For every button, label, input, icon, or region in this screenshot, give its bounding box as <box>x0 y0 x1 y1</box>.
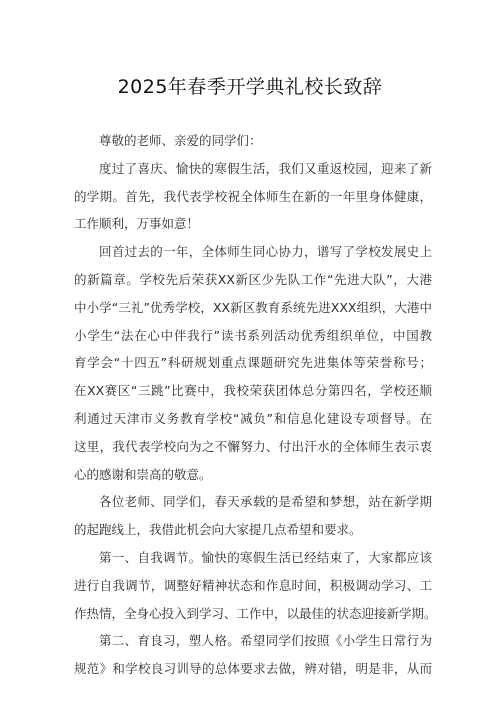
text-line: 小学生“法在心中伴我行”读书系列活动优秀组织单位，中国教 <box>74 327 432 343</box>
text-line: 在XX赛区“三跳”比赛中，我校荣获团体总分第四名，学校还顺 <box>74 383 432 399</box>
text-line: 度过了喜庆、愉快的寒假生活，我们又重返校园，迎来了新 <box>99 160 432 176</box>
paragraph-point-one <box>74 544 437 627</box>
paragraph-point-two <box>74 627 432 683</box>
text-line: 第二、育良习，塑人格。希望同学们按照《小学生日常行为 <box>99 633 432 649</box>
document-body <box>74 127 437 683</box>
text-line: 回首过去的一年，全体师生同心协力，谱写了学校发展史上 <box>99 244 432 260</box>
paragraph-review <box>74 238 432 488</box>
text-line: 第一、自我调节。愉快的寒假生活已经结束了，大家都应该 <box>99 549 432 565</box>
text-line: 工作顺利，万事如意！ <box>74 216 200 232</box>
text-line: 各位老师、同学们，春天承载的是希望和梦想，站在新学期 <box>99 494 432 510</box>
text-line: 心的感谢和崇高的敬意。 <box>74 466 212 482</box>
text-line: 规范》和学校良习训导的总体要求去做，辨对错，明是非，从而 <box>74 661 432 677</box>
text-line: 利通过天津市义务教育学校“减负”和信息化建设专项督导。在 <box>74 410 432 426</box>
paragraph-greeting <box>74 155 432 238</box>
document-title: 2025年春季开学典礼校长致辞 <box>117 76 383 98</box>
text-line: 中小学“三礼”优秀学校，XX新区教育系统先进XXX组织，大港中 <box>74 299 432 315</box>
text-line: 的学期。首先，我代表学校祝全体师生在新的一年里身体健康， <box>74 188 432 204</box>
text-line: 这里，我代表学校向为之不懈努力、付出汗水的全体师生表示衷 <box>74 438 432 454</box>
text-line: 的新篇章。学校先后荣获XX新区少先队工作“先进大队”，大港 <box>74 271 432 287</box>
text-line: 育学会“十四五”科研规划重点课题研究先进集体等荣誉称号； <box>74 355 432 371</box>
text-line: 的起跑线上，我借此机会向大家提几点希望和要求。 <box>74 522 362 538</box>
text-line: 尊敬的老师、亲爱的同学们： <box>99 133 262 148</box>
text-line: 进行自我调节，调整好精神状态和作息时间，积极调动学习、工 <box>74 577 432 593</box>
paragraph-hopes <box>74 488 432 544</box>
text-line: 作热情，全身心投入到学习、工作中，以最佳的状态迎接新学期。 <box>74 605 437 621</box>
paragraph-salutation <box>74 127 432 155</box>
